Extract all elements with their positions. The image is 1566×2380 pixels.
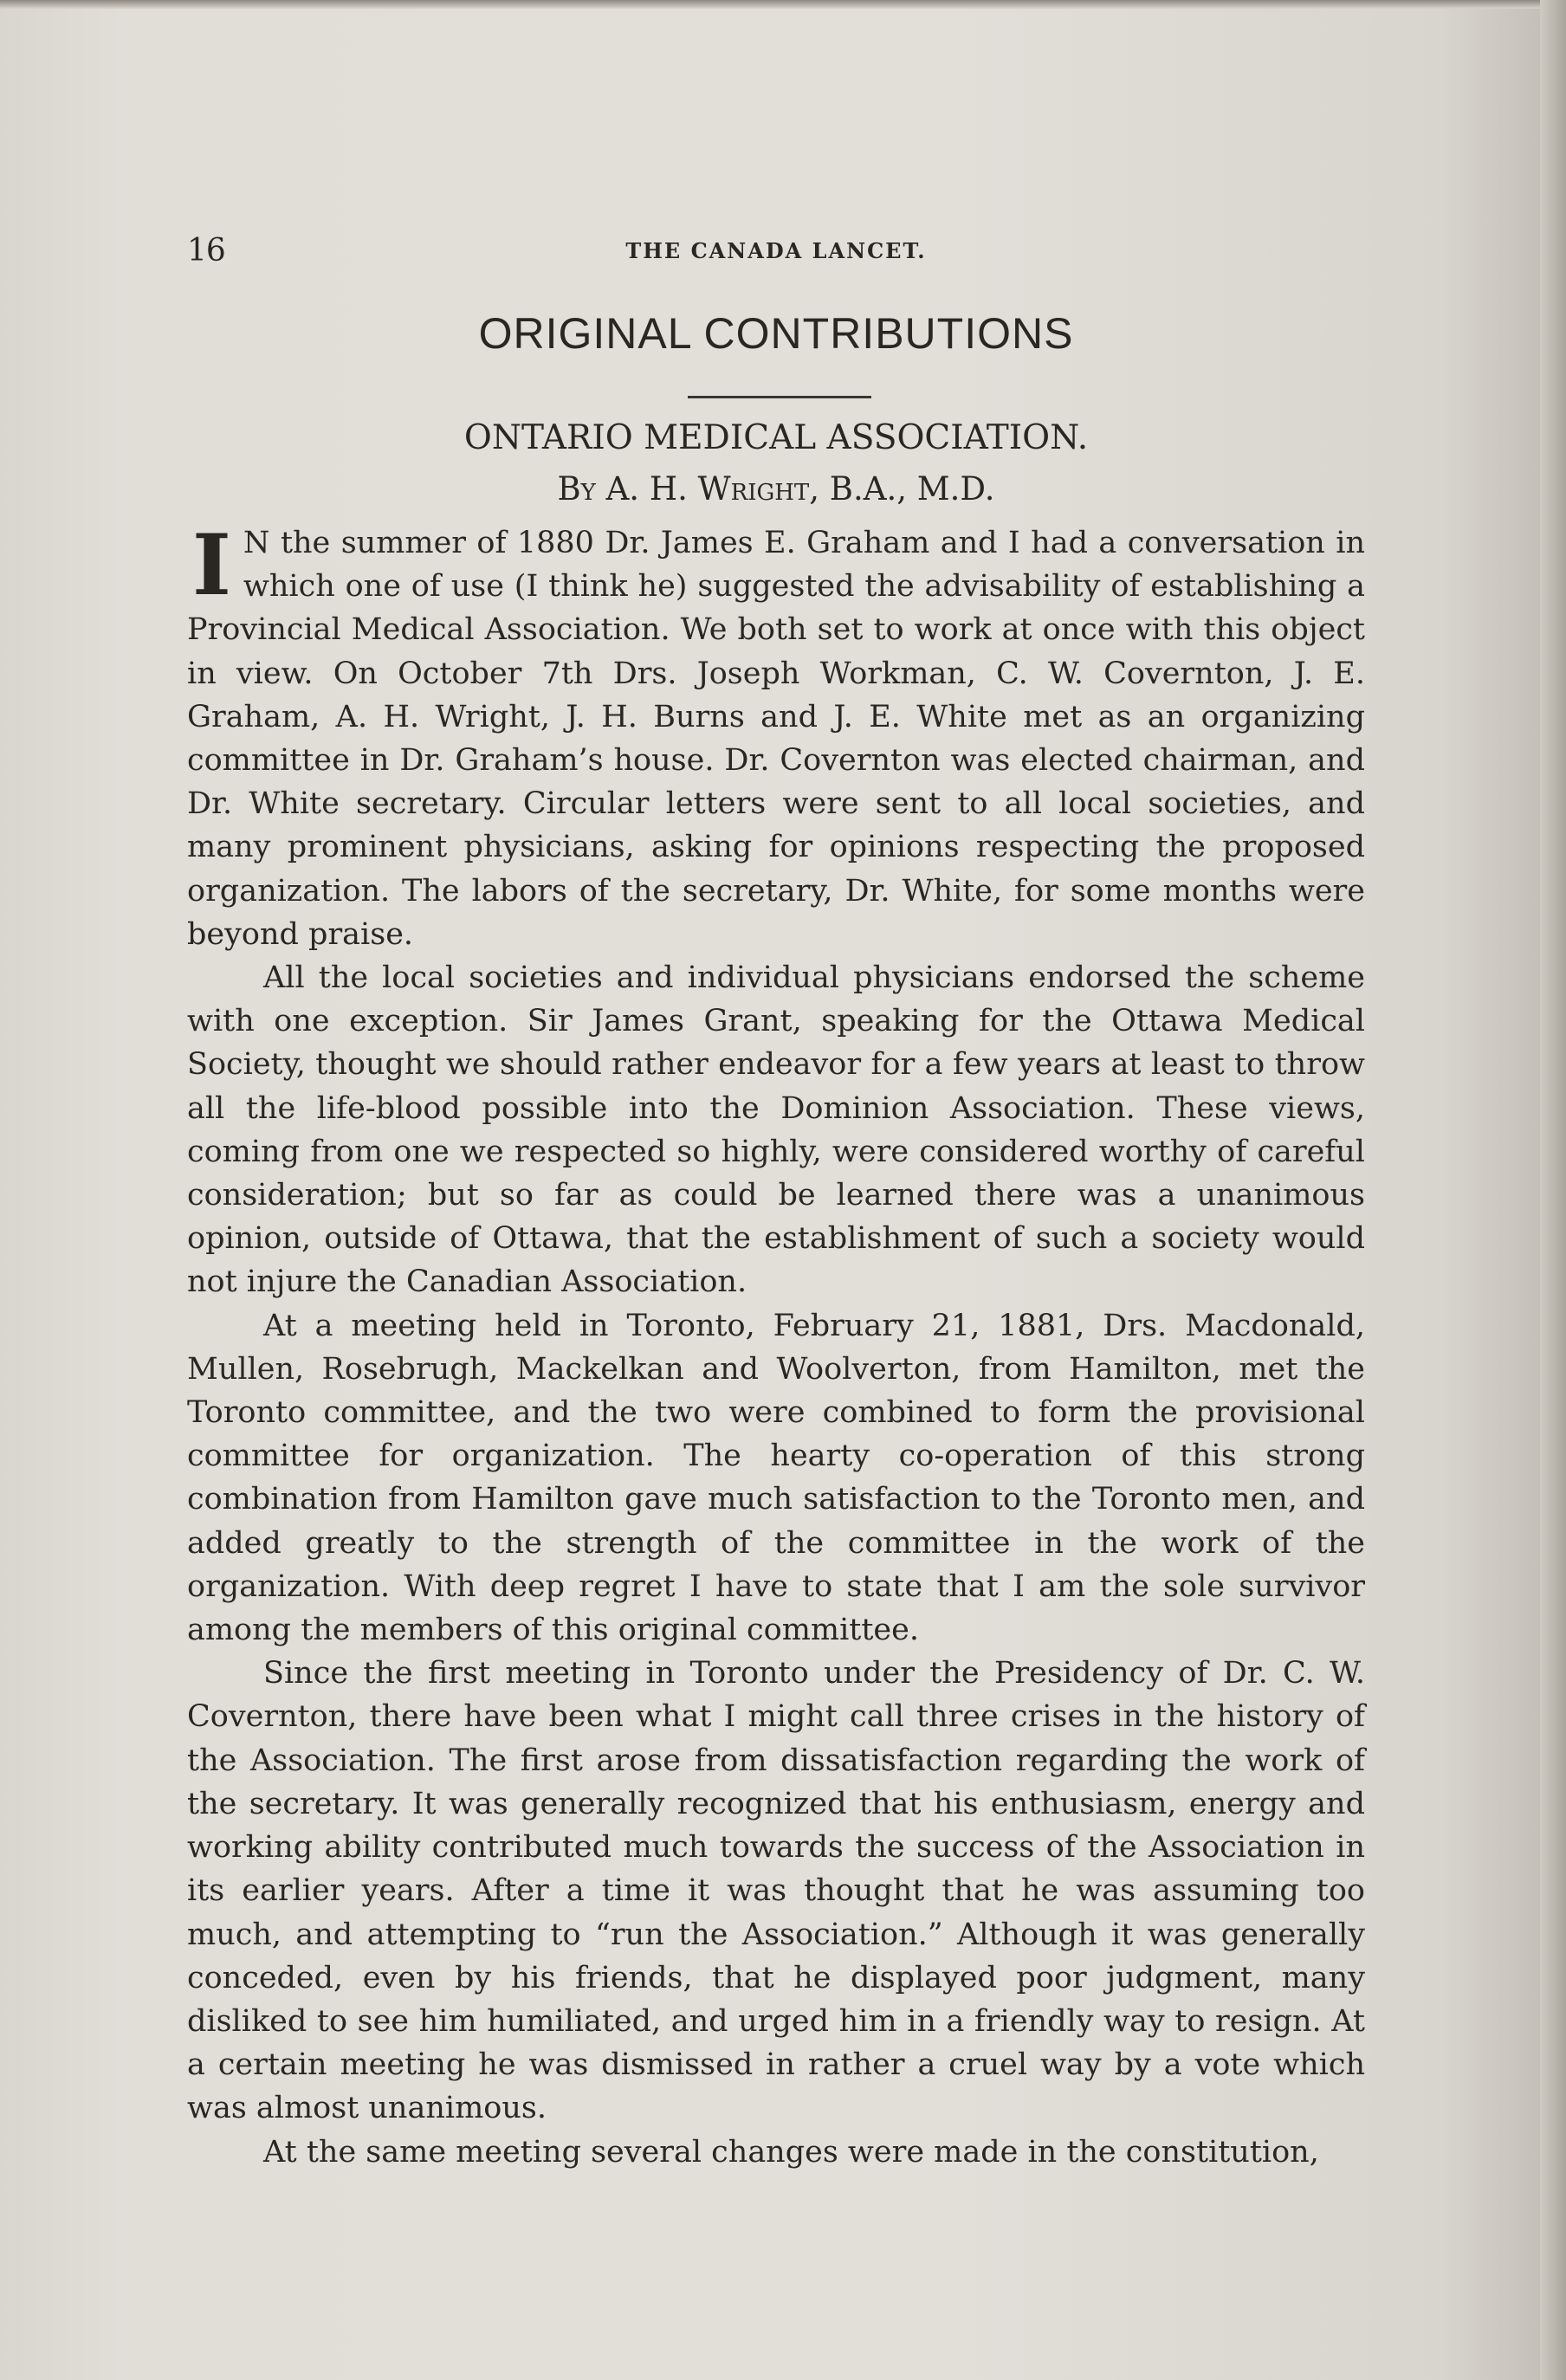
page-top-edge: [0, 0, 1566, 9]
paragraph-1: [187, 516, 1365, 956]
article-body: [187, 516, 1365, 2174]
paragraph-2: All the local societies and individual physicians endorsed the scheme with one exception. Sir James Grant, speaking for the Ottawa Medical Society, thought we should rather endeavor for a few years at least to throw all the life-blood possible into the Dominion Association. These views, coming from one we respected so highly, were considered worthy of careful consideration; but so far as could be learned there was a unanimous opinion, outside of Ottawa, that the establishment of such a society would not injure the Canadian Association.: [187, 960, 1365, 1300]
page-number: 16: [187, 233, 225, 268]
paragraph-1-text: N the summer of 1880 Dr. James E. Graham and I had a conversation in which one of use (I think he) suggested the advisability of establishing a Provincial Medical Association. We both set to work at once with this object in view. On October 7th Drs. Joseph Workman, C. W. Covernton, J. E. Graham, A. H. Wright, J. H. Burns and J. E. White met as an organizing committee in Dr. Graham’s house. Dr. Covernton was elected chairman, and Dr. White secretary. Circular letters were sent to all local societies, and many prominent physicians, asking for opinions respecting the proposed organization. The labors of the secretary, Dr. White, for some months were beyond praise.: [187, 526, 1365, 952]
article-byline: By A. H. Wright, B.A., M.D.: [557, 470, 995, 508]
journal-title: THE CANADA LANCET.: [625, 238, 927, 263]
title-rule: [688, 396, 871, 398]
page-gutter-shadow: [1540, 0, 1566, 2380]
paragraph-5: At the same meeting several changes were made in the constitution,: [263, 2134, 1319, 2170]
paragraph-4: Since the first meeting in Toronto under the Presidency of Dr. C. W. Covernton, there have been what I might call three crises in the history of the Association. The first arose from dissatisfaction regarding the work of the secretary. It was generally recognized that his enthusiasm, energy and working ability contributed much towards the success of the Association in its earlier years. After a time it was thought that he was assuming too much, and attempting to “run the Association.” Although it was generally conceded, even by his friends, that he displayed poor judgment, many disliked to see him humiliated, and urged him in a friendly way to resign. At a certain meeting he was dismissed in rather a cruel way by a vote which was almost unanimous.: [187, 1656, 1365, 2126]
drop-cap: I: [192, 516, 231, 614]
paragraph-3: At a meeting held in Toronto, February 21, 1881, Drs. Macdonald, Mullen, Rosebrugh, Mackelkan and Woolverton, from Hamilton, met the Toronto committee, and the two were combined to form the provisional committee for organization. The hearty co-operation of this strong combination from Hamilton gave much satisfaction to the Toronto men, and added greatly to the strength of the committee in the work of the organization. With deep regret I have to state that I am the sole survivor among the members of this original committee.: [187, 1308, 1365, 1648]
section-title: ORIGINAL CONTRIBUTIONS: [478, 309, 1074, 358]
running-head: [187, 232, 1365, 270]
article-title: ONTARIO MEDICAL ASSOCIATION.: [463, 418, 1089, 457]
